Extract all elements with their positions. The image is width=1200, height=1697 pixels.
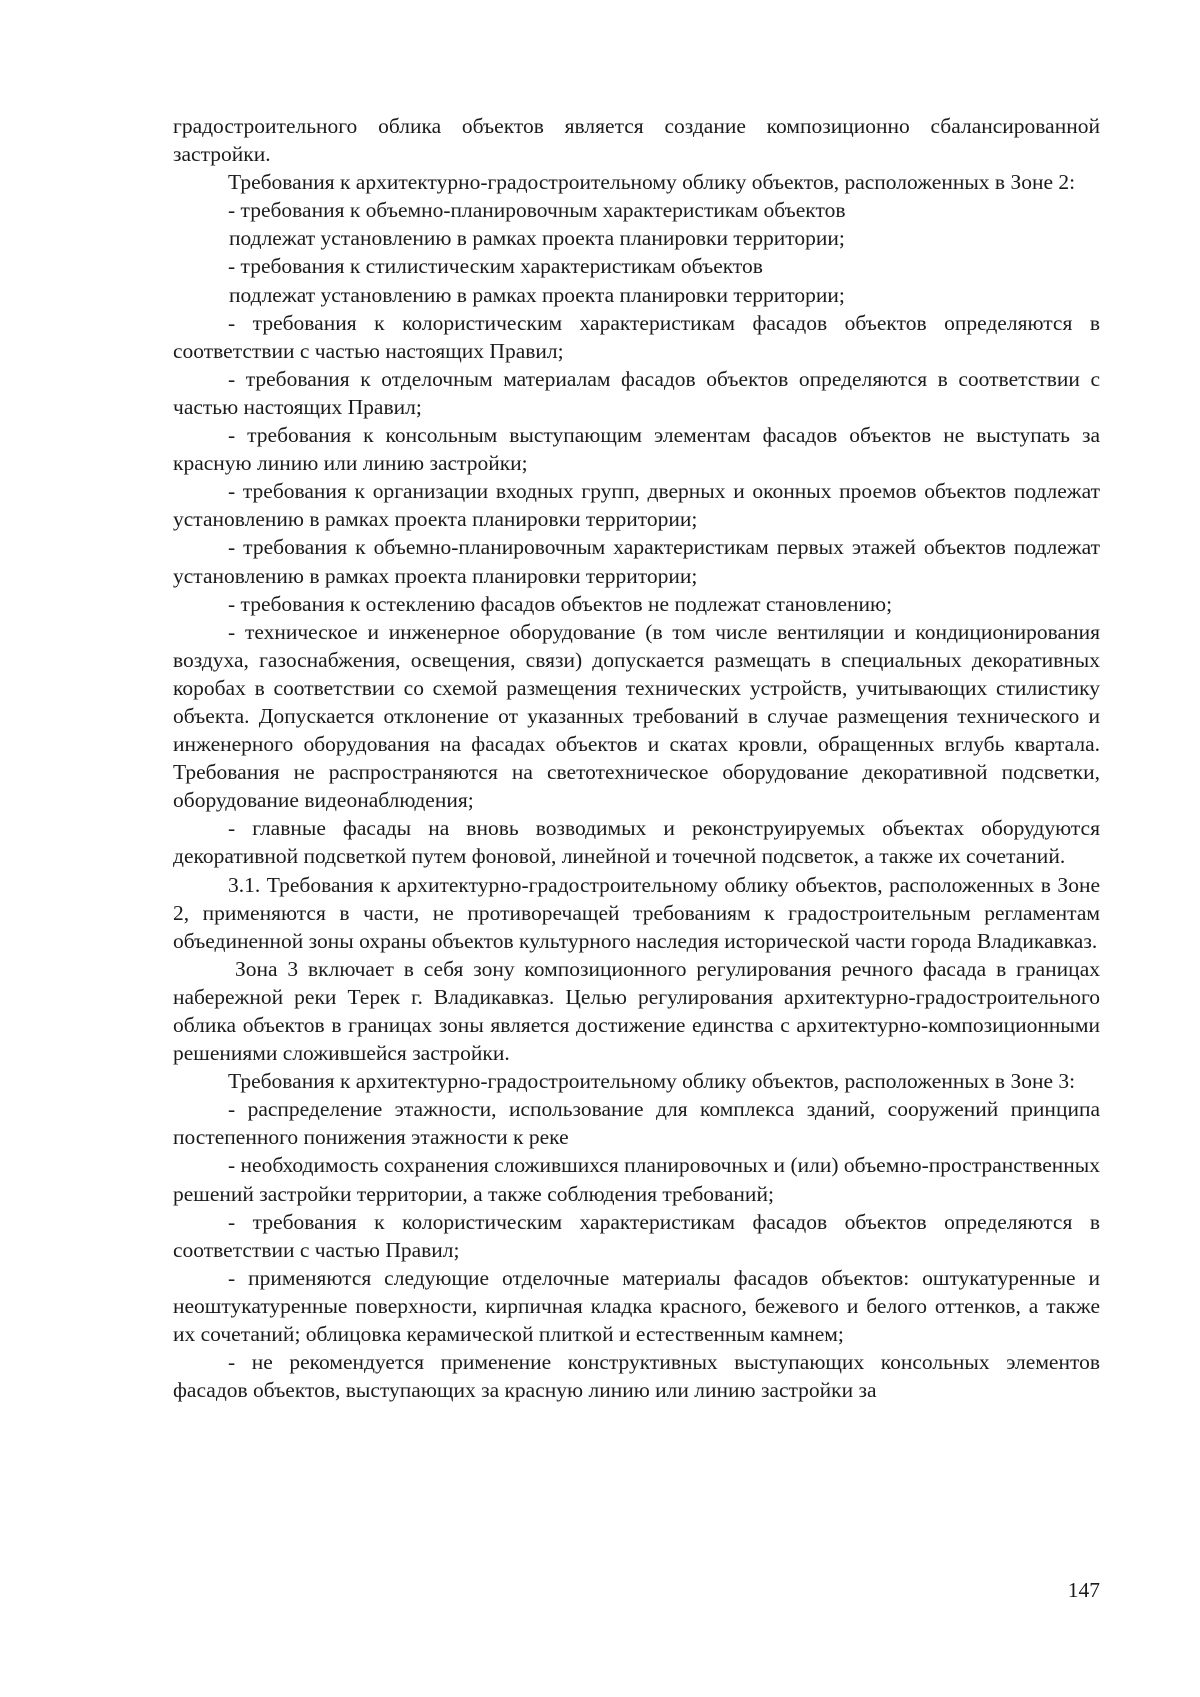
list-item: - необходимость сохранения сложившихся планировочных и (или) объемно-пространственных решений застройки территории, а также соблюдения требований; [173,1153,1100,1206]
list-item: - не рекомендуется применение конструктивных выступающих консольных элементов фасадов объектов, выступающих за красную линию или линию застройки за [173,1350,1100,1403]
list-item: - требования к объемно-планировочным характеристикам объектов [228,198,846,223]
list-item: - требования к колористическим характеристикам фасадов объектов определяются в соответствии с частью Правил; [173,1209,1100,1262]
numbered-paragraph: 3.1. Требования к архитектурно-градостроительному облику объектов, расположенных в Зоне 2, применяются в части, не противоречащей требованиям к градостроительным регламентам объединенной зоны охраны объектов культурного наследия исторической части города Владикавказ. [173,872,1100,953]
list-item: - требования к остеклению фасадов объектов не подлежат становлению; [228,591,893,616]
paragraph: Требования к архитектурно-градостроительному облику объектов, расположенных в Зоне 3: [228,1069,1076,1094]
list-item-continuation: подлежат установлению в рамках проекта планировки территории; [229,226,845,251]
page-number: 147 [1067,1578,1100,1602]
list-item: - требования к консольным выступающим элементам фасадов объектов не выступать за красную линию или линию застройки; [173,423,1100,476]
list-item: - требования к объемно-планировочным характеристикам первых этажей объектов подлежат установлению в рамках проекта планировки территории; [173,535,1100,588]
list-item: - требования к отделочным материалам фасадов объектов определяются в соответствии с частью настоящих Правил; [173,366,1100,419]
list-item: - требования к колористическим характеристикам фасадов объектов определяются в соответствии с частью настоящих Правил; [173,310,1100,363]
paragraph: Требования к архитектурно-градостроительному облику объектов, расположенных в Зоне 2: [228,170,1076,195]
paragraph: градостроительного облика объектов является создание композиционно сбалансированной застройки. [173,114,1100,167]
list-item: - требования к организации входных групп, дверных и оконных проемов объектов подлежат установлению в рамках проекта планировки территории; [173,479,1100,532]
list-item: - техническое и инженерное оборудование (в том числе вентиляции и кондиционирования воздуха, газоснабжения, освещения, связи) допускается размещать в специальных декоративных коробах в соответствии со схемой размещения технических устройств, учитывающих стилистику объекта. Допускается отклонение от указанных требований в случае размещения технического и инженерного оборудования на фасадах объектов и скатах кровли, обращенных вглубь квартала. Требования не распространяются на светотехническое оборудование декоративной подсветки, оборудование видеонаблюдения; [173,619,1100,813]
list-item: - главные фасады на вновь возводимых и реконструируемых объектах оборудуются декоративной подсветкой путем фоновой, линейной и точечной подсветок, а также их сочетаний. [173,816,1100,869]
document-body [173,112,1100,1404]
list-item: - применяются следующие отделочные материалы фасадов объектов: оштукатуренные и неоштукатуренные поверхности, кирпичная кладка красного, бежевого и белого оттенков, а также их сочетаний; облицовка керамической плиткой и естественным камнем; [173,1265,1100,1347]
paragraph: Зона 3 включает в себя зону композиционного регулирования речного фасада в границах набережной реки Терек г. Владикавказ. Целью регулирования архитектурно-градостроительного облика объектов в границах зоны является достижение единства с архитектурно-композиционными решениями сложившейся застройки. [173,956,1100,1066]
list-item: - распределение этажности, использование для комплекса зданий, сооружений принципа постепенного понижения этажности к реке [173,1097,1100,1150]
list-item-continuation: подлежат установлению в рамках проекта планировки территории; [229,282,845,307]
list-item: - требования к стилистическим характеристикам объектов [228,254,763,279]
